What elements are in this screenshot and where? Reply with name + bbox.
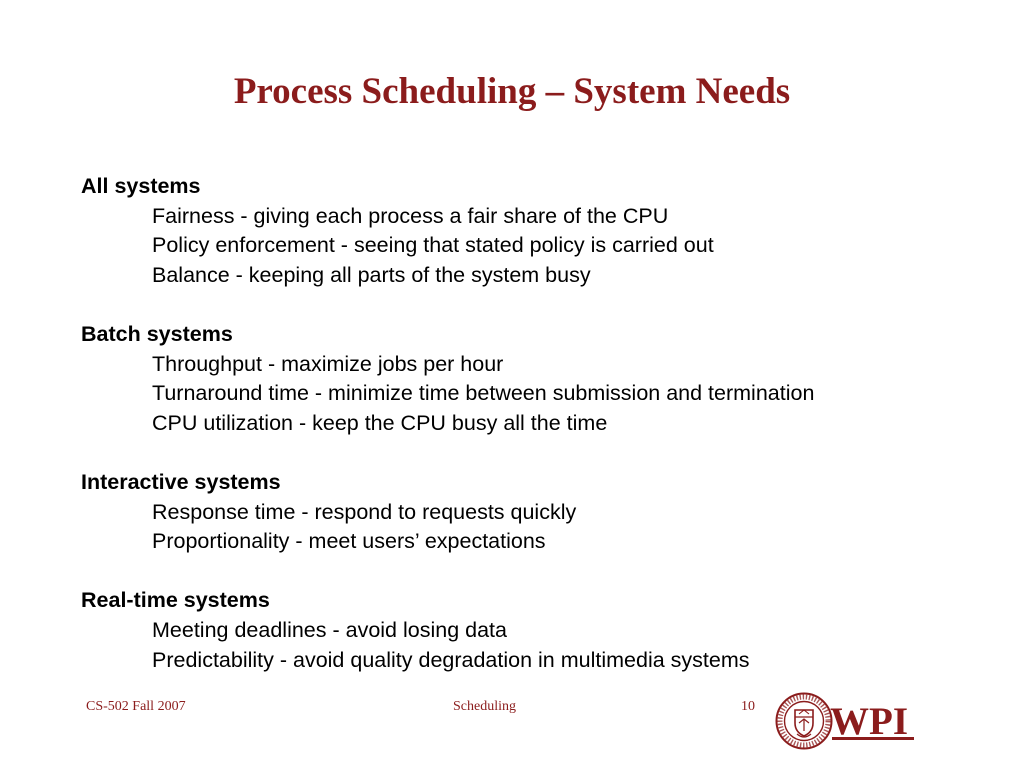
section-batch-systems xyxy=(81,320,814,438)
list-item: CPU utilization - keep the CPU busy all the time xyxy=(152,410,608,435)
list-item: Balance - keeping all parts of the system busy xyxy=(152,262,591,287)
footer-course: CS-502 Fall 2007 xyxy=(86,699,186,714)
list-item: Turnaround time - minimize time between submission and termination xyxy=(152,381,815,406)
section-all-systems xyxy=(81,172,814,290)
page-number: 10 xyxy=(741,699,755,714)
slide-body xyxy=(81,172,814,675)
list-item: Response time - respond to requests quickly xyxy=(152,499,577,524)
section-heading: Batch systems xyxy=(81,321,233,346)
section-heading: Interactive systems xyxy=(81,469,281,494)
list-item: Throughput - maximize jobs per hour xyxy=(152,351,504,376)
section-interactive-systems xyxy=(81,468,814,557)
section-heading: Real-time systems xyxy=(81,588,270,613)
slide-title: Process Scheduling – System Needs xyxy=(233,71,791,112)
section-heading: All systems xyxy=(81,174,201,198)
wpi-logo xyxy=(822,697,916,743)
section-real-time-systems xyxy=(81,586,814,675)
list-item: Predictability - avoid quality degradation in multimedia systems xyxy=(152,647,750,672)
list-item: Fairness - giving each process a fair share of the CPU xyxy=(152,203,669,228)
list-item: Proportionality - meet users’ expectations xyxy=(152,529,546,554)
list-item: Policy enforcement - seeing that stated policy is carried out xyxy=(152,233,714,258)
wpi-logo-text: WPI xyxy=(830,700,908,743)
footer-topic: Scheduling xyxy=(453,699,516,714)
list-item: Meeting deadlines - avoid losing data xyxy=(152,617,507,642)
